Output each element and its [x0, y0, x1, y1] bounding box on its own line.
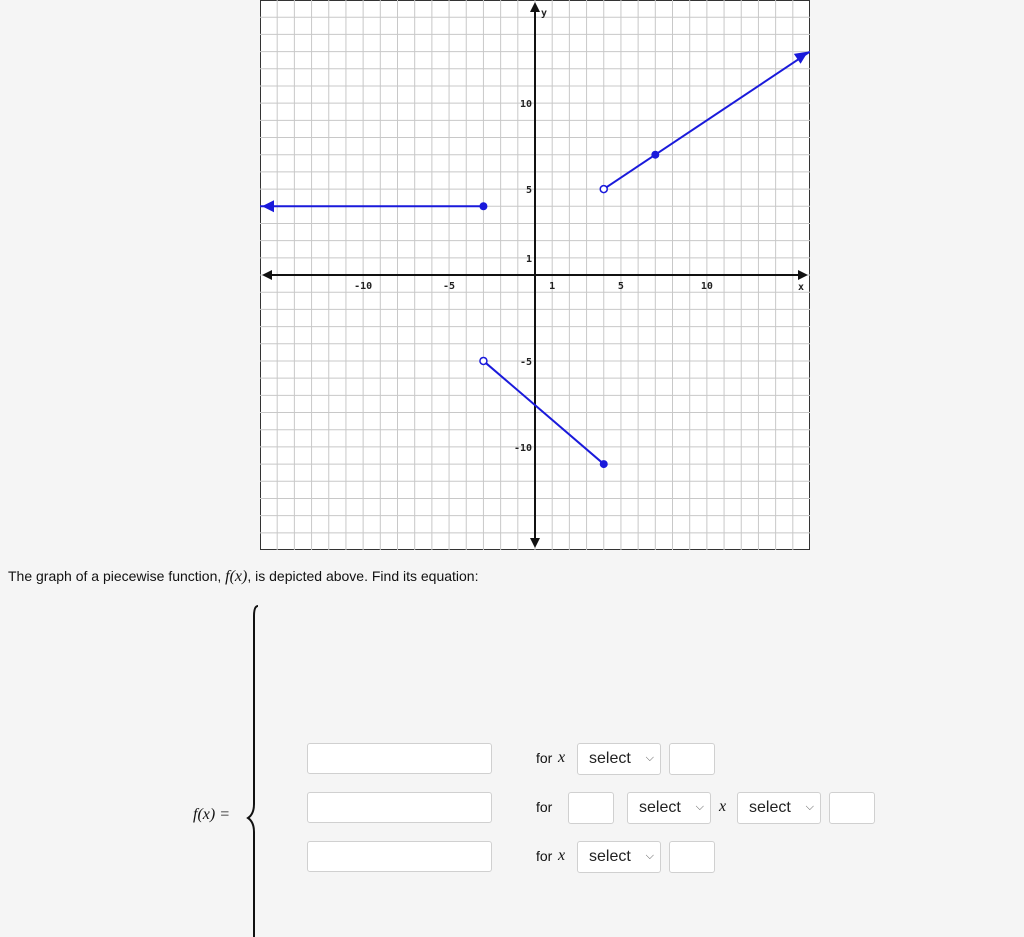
x-tick-label: 1: [549, 281, 556, 292]
row2-right-relation-select[interactable]: [737, 792, 821, 824]
y-tick-label: -10: [513, 442, 532, 454]
row2-right-bound-input[interactable]: [829, 792, 875, 824]
x-tick-label: 5: [617, 281, 624, 292]
row2-left-bound-input[interactable]: [568, 792, 614, 824]
chevron-down-icon: ⌵: [695, 801, 704, 813]
x-tick-label: -10: [354, 281, 373, 292]
row1-expression-input[interactable]: [307, 743, 492, 774]
row1-select-value: select: [589, 750, 631, 767]
piece-3-mid-dot: [651, 151, 659, 159]
x-tick-label: 10: [700, 281, 713, 292]
prompt-before: The graph of a piecewise function,: [8, 568, 226, 584]
chevron-down-icon: ⌵: [805, 801, 814, 813]
y-tick-label: 5: [525, 185, 532, 197]
row3-bound-input[interactable]: [669, 841, 715, 873]
row1-for-label: for: [536, 750, 553, 766]
row2-expression-input[interactable]: [307, 792, 492, 823]
y-tick-label: -5: [519, 356, 532, 368]
prompt-math: f(x): [225, 568, 248, 585]
row1-bound-input[interactable]: [669, 743, 715, 775]
row2-left-select-value: select: [639, 799, 681, 816]
piece-3-open-dot: [600, 186, 607, 193]
piece-2-closed-dot: [600, 460, 608, 468]
y-axis-label: y: [541, 8, 548, 19]
graph-svg: [260, 0, 810, 550]
row2-right-select-value: select: [749, 799, 791, 816]
x-tick-label: -5: [443, 281, 456, 292]
chevron-down-icon: ⌵: [645, 850, 654, 862]
y-tick-label: 10: [519, 99, 532, 111]
row3-relation-select[interactable]: [577, 841, 661, 873]
left-brace: [246, 604, 264, 937]
row3-expression-input[interactable]: [307, 841, 492, 872]
x-axis-label: x: [798, 282, 805, 293]
row3-x-variable: x: [558, 847, 566, 864]
piece-1-closed-dot: [479, 202, 487, 210]
piece-2-open-dot: [480, 357, 487, 364]
question-prompt: [8, 568, 479, 586]
piecewise-graph: [260, 0, 810, 550]
prompt-after: , is depicted above. Find its equation:: [247, 568, 479, 584]
row1-x-variable: x: [558, 749, 566, 766]
row1-relation-select[interactable]: [577, 743, 661, 775]
row3-for-label: for: [536, 848, 553, 864]
row2-for-label: for: [536, 799, 553, 815]
chevron-down-icon: ⌵: [645, 752, 654, 764]
fx-label: f(x) =: [193, 806, 230, 823]
row3-select-value: select: [589, 848, 631, 865]
row2-x-variable: x: [719, 798, 727, 815]
y-tick-label: 1: [525, 253, 532, 265]
row2-left-relation-select[interactable]: [627, 792, 711, 824]
